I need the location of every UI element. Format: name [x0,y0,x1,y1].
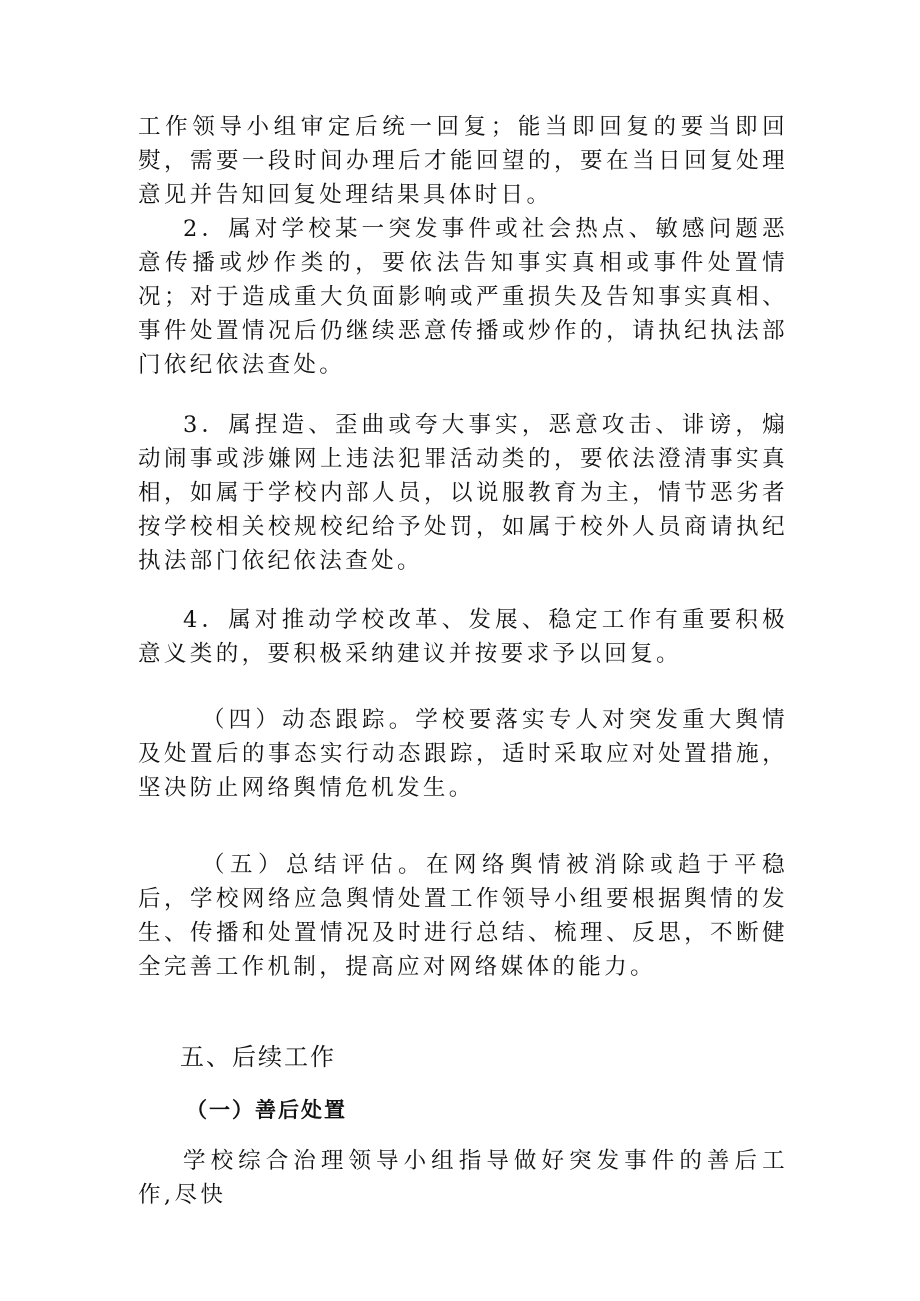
subsection-heading: （一）善后处置 [186,1098,347,1122]
paragraph-summary-evaluation: （五）总结评估。在网络舆情被消除或趋于平稳后，学校网络应急舆情处置工作领导小组要根据舆情的发生、传播和处置情况及时进行总结、梳理、反思，不断健全完善工作机制，提高应对网络媒体的能力。 [138,852,788,980]
paragraph-item-4: 4．属对推动学校改革、发展、稳定工作有重要积极意义类的，要积极采纳建议并按要求予以回复。 [138,607,788,667]
paragraph-item-2: 2．属对学校某一突发事件或社会热点、敏感问题恶意传播或炒作类的，要依法告知事实真相或事件处置情况；对于造成重大负面影响或严重损失及告知事实真相、事件处置情况后仍继续恶意传播或炒作的，请执纪执法部门依纪依法查处。 [138,216,788,378]
paragraph-item-3: 3．属捏造、歪曲或夸大事实，恶意攻击、诽谤，煽动闹事或涉嫌网上违法犯罪活动类的，要依法澄清事实真相，如属于学校内部人员，以说服教育为主，情节恶劣者按学校相关校规校纪给予处罚，如属于校外人员商请执纪执法部门依纪依法查处。 [138,412,788,574]
paragraph-dynamic-tracking: （四）动态跟踪。学校要落实专人对突发重大舆情及处置后的事态实行动态跟踪，适时采取应对处置措施，坚决防止网络舆情危机发生。 [138,707,788,801]
paragraph-aftermath: 学校综合治理领导小组指导做好突发事件的善后工作,尽快 [138,1148,788,1208]
paragraph-continuation: 工作领导小组审定后统一回复；能当即回复的要当即回熨，需要一段时间办理后才能回望的，要在当日回复处理意见并告知回复处理结果具体时日。 [138,114,788,208]
section-heading: 五、后续工作 [180,1043,336,1071]
